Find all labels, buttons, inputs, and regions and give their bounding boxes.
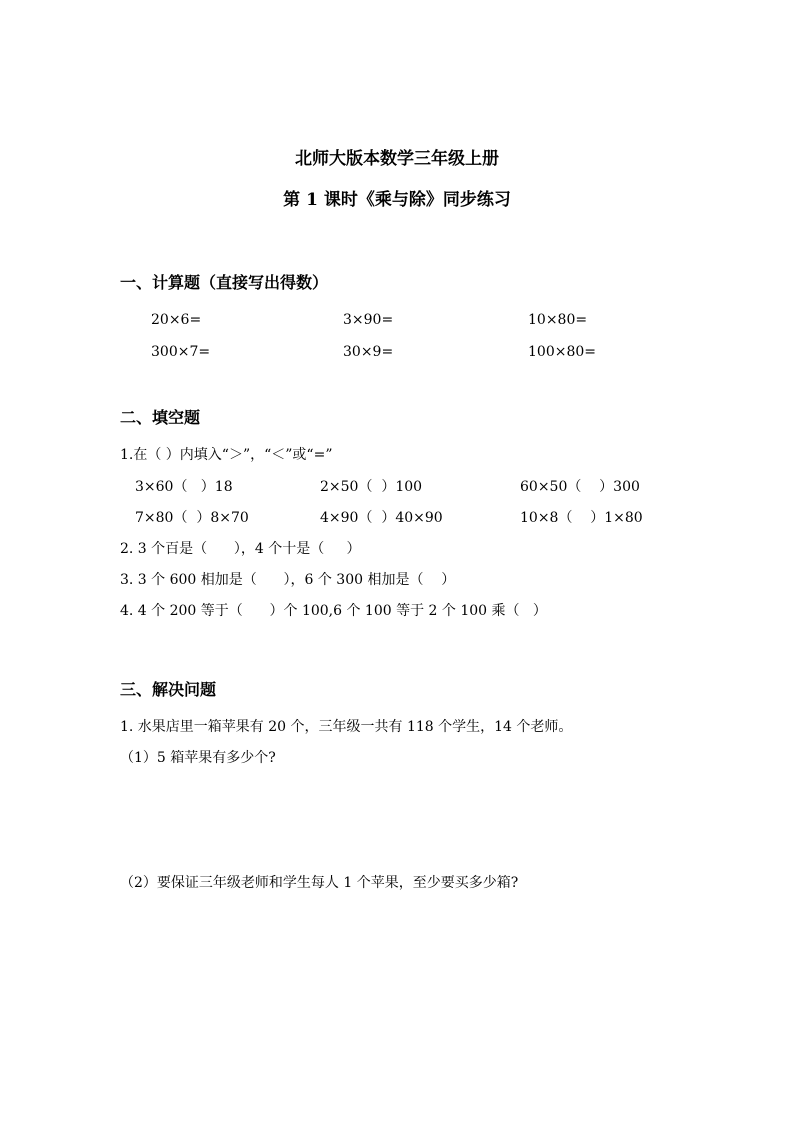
calc-item: 100×80=	[528, 344, 596, 360]
compare-item: 3×60（ ）18	[135, 479, 233, 495]
calc-item: 300×7=	[151, 344, 211, 360]
calc-item: 30×9=	[343, 344, 394, 360]
word-problem-part-1: （1）5 箱苹果有多少个?	[120, 750, 276, 766]
compare-item: 60×50（ ）300	[520, 479, 640, 495]
calc-item: 10×80=	[528, 312, 588, 328]
fill-question-4: 4. 4 个 200 等于（ ）个 100,6 个 100 等于 2 个 100 乘（ ）	[120, 603, 547, 619]
compare-item: 2×50（ ）100	[320, 479, 423, 495]
section3-heading: 三、解决问题	[120, 680, 217, 699]
word-problem: 1. 水果店里一箱苹果有 20 个，三年级一共有 118 个学生，14 个老师。	[120, 719, 573, 735]
compare-item: 10×8（ ）1×80	[520, 510, 643, 526]
calc-item: 3×90=	[343, 312, 394, 328]
fill-question-1: 1.在（ ）内填入“＞”，“＜”或“=”	[120, 447, 333, 463]
compare-item: 4×90（ ）40×90	[320, 510, 443, 526]
page-subtitle: 第 1 课时《乘与除》同步练习	[283, 190, 511, 210]
section1-heading: 一、计算题（直接写出得数）	[120, 273, 329, 292]
word-problem-part-2: （2）要保证三年级老师和学生每人 1 个苹果，至少要买多少箱?	[120, 875, 519, 891]
calc-item: 20×6=	[151, 312, 202, 328]
compare-item: 7×80（ ）8×70	[135, 510, 249, 526]
page-title: 北师大版本数学三年级上册	[295, 149, 499, 169]
fill-question-2: 2. 3 个百是（ ），4 个十是（ ）	[120, 541, 361, 557]
section2-heading: 二、填空题	[120, 408, 201, 427]
fill-question-3: 3. 3 个 600 相加是（ ），6 个 300 相加是（ ）	[120, 572, 456, 588]
